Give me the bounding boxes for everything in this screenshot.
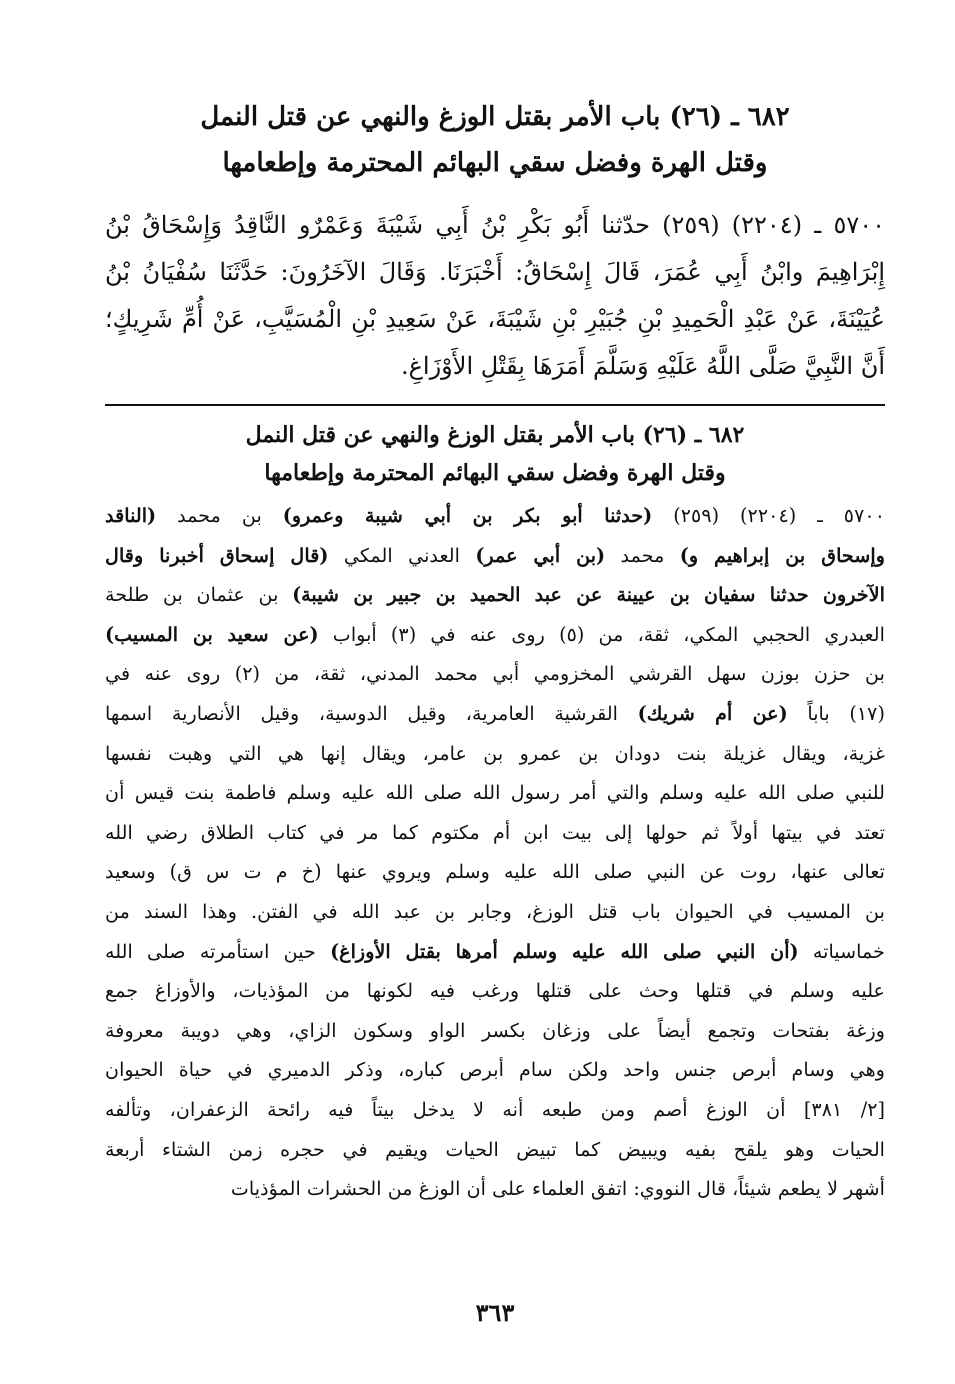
section-divider	[105, 404, 885, 406]
commentary-line	[105, 1050, 885, 1090]
commentary-line	[105, 1011, 885, 1051]
commentary-segment: بن المسيب في الحيوان باب قتل الوزغ، وجابر بن عبد الله في الفتن. وهذا السند من	[105, 899, 885, 923]
commentary-segment: ٥٧٠٠ ـ (٢٢٠٤) (٢٥٩)	[652, 504, 886, 527]
commentary-segment: تعالى عنها، روت عن النبي صلى الله عليه وسلم ويروي عنها (خ م ت س ق) وسعيد	[105, 860, 885, 884]
commentary-segment: محمد	[605, 543, 680, 567]
commentary-segment: وزغة بفتحات وتجمع أيضاً على وزغان بكسر الواو وسكون الزاي، وهي دويبة معروفة	[105, 1018, 885, 1042]
chapter-heading-line-1: ٦٨٢ ـ (٢٦) باب الأمر بقتل الوزغ والنهي عن قتل النمل	[200, 102, 790, 132]
quoted-matn-segment: (الناقد	[105, 504, 157, 527]
commentary-segment: عليه وسلم في قتلها وحث على قتلها ورغب فيه لكونها من المؤذيات، والأوزاغ جمع	[105, 979, 885, 1003]
commentary-line	[105, 536, 885, 576]
commentary-line	[105, 615, 885, 655]
commentary-line	[105, 932, 885, 972]
commentary-text	[105, 496, 885, 1209]
commentary-segment: بن محمد	[156, 504, 283, 527]
chapter-heading-commentary	[105, 416, 885, 492]
commentary-segment: غزية، ويقال غزيلة بنت دودان بن عمرو بن عامر، ويقال إنها هي التي وهبت نفسها	[105, 741, 885, 765]
commentary-segment: للنبي صلى الله عليه وسلم والتي أمر رسول الله صلى الله عليه وسلم فاطمة بنت قيس أن	[105, 781, 885, 805]
book-page	[105, 90, 885, 1350]
commentary-line	[105, 813, 885, 853]
quoted-matn-segment: (قال إسحاق أخبرنا وقال	[105, 543, 329, 567]
commentary-segment: وهي وسام أبرص جنس واحد ولكن سام أبرص كباره، وذكر الدميري في حياة الحيوان	[105, 1058, 885, 1082]
commentary-segment: [٢/ ٣٨١] أن الوزغ أصم ومن طبعه أنه لا يدخل بيتاً فيه رائحة الزعفران، وتألفه	[105, 1097, 885, 1121]
commentary-segment: حين استأمرته صلى الله	[105, 939, 331, 963]
commentary-segment: العدني المكي	[328, 543, 476, 567]
chapter-heading-line-2: وقتل الهرة وفضل سقي البهائم المحترمة وإطعامها	[222, 148, 768, 178]
quoted-matn-segment: (حدثنا أبو بكر بن أبي شيبة وعمرو)	[282, 504, 653, 527]
commentary-segment: تعتد في بيتها أولاً ثم حولها إلى بيت ابن أم مكتوم كما مر في كتاب الطلاق رضي الله	[105, 820, 885, 844]
commentary-segment: القرشية العامرية، وقيل الدوسية، وقيل الأنصارية اسمها	[105, 701, 638, 725]
commentary-segment: بن عثمان بن طلحة	[105, 583, 293, 607]
commentary-segment: خماسياته	[798, 939, 885, 963]
hadith-text: ٥٧٠٠ ـ (٢٢٠٤) (٢٥٩) حدّثنا أَبُو بَكْرِ بْنُ أَبِي شَيْبَةَ وَعَمْرٌو النَّاقِدُ وَإِسْحَاقُ بْنُ إِبْرَاهِيمَ وابْنُ أَبِي عُمَرَ، قَالَ إِسْحَاقُ: أَخْبَرَنَا. وَقَالَ الآخَرُونَ: حَدَّثَنَا سُفْيَانُ بْنُ عُيَيْنَةَ، عَنْ عَبْدِ الْحَمِيدِ بْنِ جُبَيْرِ بْنِ شَيْبَةَ، عَنْ سَعِيدِ بْنِ الْمُسَيَّبِ، عَنْ أُمِّ شَرِيكٍ؛ أَنَّ النَّبِيَّ صَلَّى اللَّهُ عَلَيْهِ وَسَلَّمَ أَمَرَهَا بِقَتْلِ الأَوْزَاغِ.	[105, 211, 886, 380]
quoted-matn-segment: (بن أبي عمر)	[475, 543, 606, 567]
commentary-segment: (١٧) باباً	[787, 701, 885, 725]
quoted-matn-segment: الآخرون حدثنا سفيان بن عيينة عن عبد الحميد بن جبير بن شيبة)	[292, 583, 885, 607]
commentary-line	[105, 496, 885, 536]
commentary-line	[105, 654, 885, 694]
quoted-matn-segment: (عن أم شريك)	[637, 701, 788, 725]
chapter-heading-top	[105, 94, 885, 186]
commentary-line	[105, 1169, 885, 1209]
quoted-matn-segment: وإسحاق بن إبراهيم و)	[679, 543, 885, 567]
commentary-segment: بن حزن بوزن سهل القرشي المخزومي أبي محمد المدني، ثقة، من (٢) روى عنه في	[105, 662, 885, 686]
commentary-heading-line-2: وقتل الهرة وفضل سقي البهائم المحترمة وإطعامها	[264, 460, 726, 486]
commentary-line	[105, 734, 885, 774]
commentary-line	[105, 892, 885, 932]
commentary-line	[105, 1090, 885, 1130]
commentary-line	[105, 773, 885, 813]
quoted-matn-segment: (أن النبي صلى الله عليه وسلم أمرها بقتل الأوزاغ)	[330, 939, 799, 963]
quoted-matn-segment: (عن سعيد بن المسيب)	[105, 622, 319, 646]
commentary-line	[105, 852, 885, 892]
commentary-segment: العبدري الحجبي المكي، ثقة، من (٥) روى عنه في (٣) أبواب	[318, 622, 885, 646]
commentary-segment: الحيات وهو يلقح بفيه ويبيض كما تبيض الحيات ويقيم في حجره زمن الشتاء أربعة	[105, 1137, 885, 1161]
commentary-line	[105, 575, 885, 615]
page-number: ٣٦٣	[475, 1298, 515, 1327]
commentary-segment: أشهر لا يطعم شيئاً، قال النووي: اتفق العلماء على أن الوزغ من الحشرات المؤذيات	[230, 1177, 885, 1201]
commentary-line	[105, 971, 885, 1011]
commentary-line	[105, 694, 885, 734]
commentary-heading-line-1: ٦٨٢ ـ (٢٦) باب الأمر بقتل الوزغ والنهي عن قتل النمل	[245, 422, 745, 448]
commentary-line	[105, 1130, 885, 1170]
